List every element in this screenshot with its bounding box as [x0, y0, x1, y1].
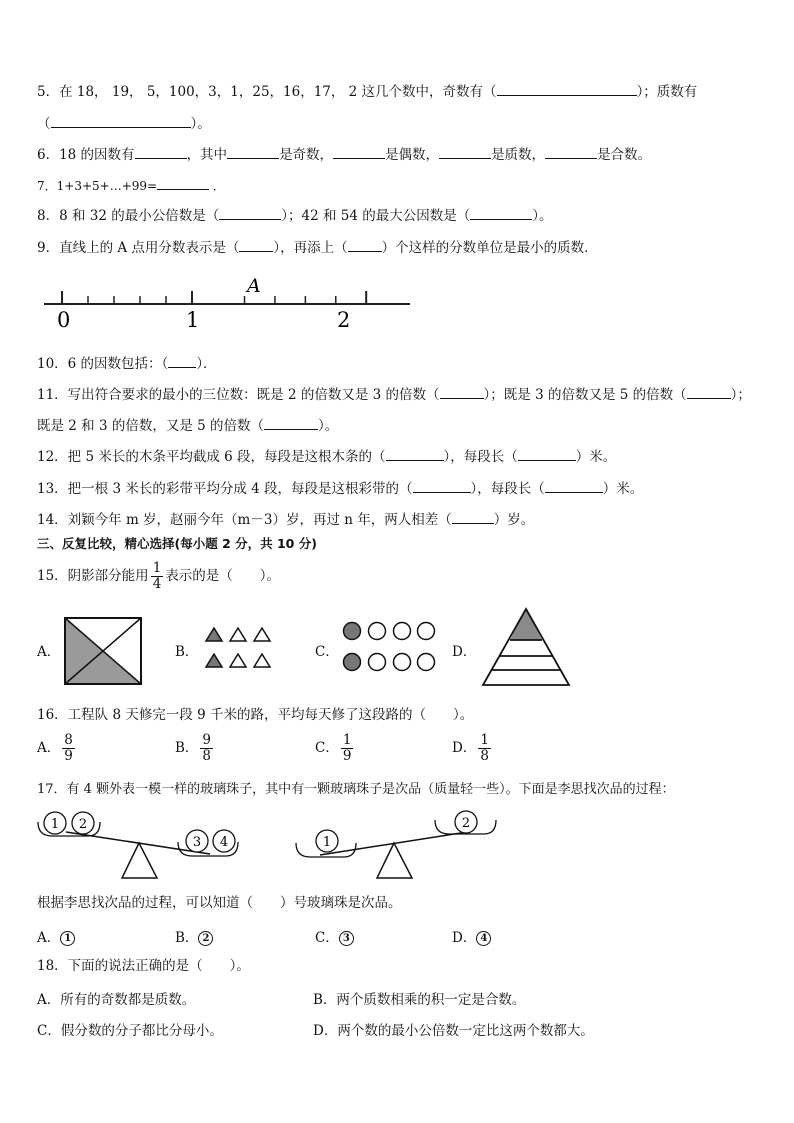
fraction-numerator: 8: [64, 732, 73, 748]
fraction-numerator: 1: [152, 560, 162, 576]
question-17-ask: 根据李思找次品的过程，可以知道（ ）号玻璃珠是次品。: [37, 895, 402, 911]
question-text: ）岁。: [493, 512, 535, 528]
question-text: 既是 2 和 3 的倍数，又是 5 的倍数（: [37, 418, 265, 434]
option-label: B．: [175, 930, 199, 946]
question-text: 9．直线上的 A 点用分数表示是（: [37, 240, 240, 256]
question-text: 11．写出符合要求的最小的三位数：既是 2 的倍数又是 3 的倍数（: [37, 387, 440, 403]
question-text: ）；质数有: [636, 84, 698, 100]
fraction-numerator: 1: [342, 732, 352, 748]
question-text: 是合数。: [597, 147, 652, 163]
option-label: A．: [37, 740, 61, 756]
option-label: D．: [452, 930, 477, 946]
scale-right: [296, 811, 496, 878]
fraction-denominator: 4: [152, 576, 162, 592]
question-text: 是质数，: [491, 147, 546, 163]
option-label: C．: [315, 740, 339, 756]
question-text: 6．18 的因数有: [37, 147, 135, 163]
option-b-label[interactable]: B．: [175, 644, 199, 660]
question-text: ）米。: [602, 481, 644, 497]
ball-4: 4: [219, 835, 229, 850]
option-c-label[interactable]: C．: [315, 644, 339, 660]
ball-1: 1: [50, 817, 60, 832]
q18-option-d[interactable]: D．两个数的最小公倍数一定比这两个数都大。: [313, 1023, 594, 1039]
circled-number: 1: [60, 931, 75, 946]
option-label: A．: [37, 930, 61, 946]
question-text: （: [37, 116, 51, 132]
q18-option-b[interactable]: B．两个质数相乘的积一定是合数。: [313, 992, 526, 1008]
q18-option-a[interactable]: A．所有的奇数都是质数。: [37, 992, 196, 1008]
option-label: D．: [452, 740, 477, 756]
question-text: ），再添上（: [273, 240, 348, 256]
question-text: 5．在 18， 19， 5，100，3，1，25，16，17， 2 这几个数中，奇数有（: [37, 84, 497, 100]
question-text: ），每段长（: [443, 449, 518, 465]
option-a-label[interactable]: A．: [37, 644, 61, 660]
question-text: ）；: [730, 387, 751, 403]
question-text: ）。: [190, 116, 211, 132]
fraction-denominator: 8: [202, 748, 212, 764]
question-text: ）；42 和 54 的最大公因数是（: [281, 208, 471, 224]
option-d-label[interactable]: D．: [452, 644, 477, 660]
question-text: ）个这样的分数单位是最小的质数．: [381, 240, 598, 256]
section-heading: 三、反复比较，精心选择(每小题 2 分，共 10 分): [37, 536, 317, 551]
fraction-numerator: 1: [480, 732, 489, 748]
circled-number: 3: [339, 931, 354, 946]
question-text: 14．刘颖今年 m 岁，赵丽今年（m－3）岁，再过 n 年，两人相差（: [37, 512, 452, 528]
question-text: ）米。: [575, 449, 617, 465]
question-text: 13．把一根 3 米长的彩带平均分成 4 段，每段是这根彩带的（: [37, 481, 413, 497]
point-a-label: A: [247, 275, 261, 297]
ball-2: 2: [78, 817, 88, 832]
question-text: 8．8 和 32 的最小公倍数是（: [37, 208, 220, 224]
circled-number: 4: [476, 931, 491, 946]
fraction-denominator: 9: [342, 748, 352, 764]
question-text: 12．把 5 米长的木条平均截成 6 段，每段是这根木条的（: [37, 449, 386, 465]
question-text: 15．阴影部分能用: [37, 568, 149, 584]
circled-number: 2: [198, 931, 213, 946]
question-text: 是偶数，: [385, 147, 440, 163]
question-17: 17．有 4 颗外表一模一样的玻璃珠子，其中有一颗玻璃珠子是次品（质量轻一些）。下面是李思找次品的过程：: [37, 782, 675, 797]
q17-option-b[interactable]: [175, 926, 213, 946]
question-text: ）；既是 3 的倍数又是 5 的倍数（: [483, 387, 687, 403]
q17-option-c[interactable]: [315, 926, 354, 946]
ball-3: 3: [192, 835, 202, 850]
scale-left: [38, 812, 238, 878]
question-text: 7．1+3+5+…+99=: [37, 179, 158, 193]
question-text: 是奇数，: [279, 147, 334, 163]
question-text: ．: [209, 179, 225, 193]
tick-label-1: 1: [186, 308, 200, 332]
ball-2: 2: [461, 816, 471, 831]
question-text: ）。: [532, 208, 553, 224]
q18-option-c[interactable]: C．假分数的分子都比分母小。: [37, 1023, 223, 1039]
fraction-numerator: 9: [202, 732, 212, 748]
question-18: 18．下面的说法正确的是（ ）。: [37, 958, 250, 974]
q17-option-a[interactable]: [37, 926, 75, 946]
ball-1: 1: [322, 835, 332, 850]
tick-label-0: 0: [57, 308, 71, 332]
question-text: ，其中: [186, 147, 228, 163]
q17-option-d[interactable]: [452, 926, 491, 946]
question-text: ）。: [318, 418, 339, 434]
question-text: 10．6 的因数包括：（: [37, 356, 169, 372]
question-16: 16．工程队 8 天修完一段 9 千米的路，平均每天修了这段路的（ ）。: [37, 707, 474, 723]
tick-label-2: 2: [337, 308, 351, 332]
question-text: ）．: [196, 356, 217, 372]
question-text: ），每段长（: [470, 481, 545, 497]
fraction-denominator: 8: [480, 748, 489, 764]
option-label: C．: [315, 930, 339, 946]
question-text: 表示的是（ ）。: [165, 568, 281, 584]
fraction-denominator: 9: [64, 748, 73, 764]
option-label: B．: [175, 740, 199, 756]
